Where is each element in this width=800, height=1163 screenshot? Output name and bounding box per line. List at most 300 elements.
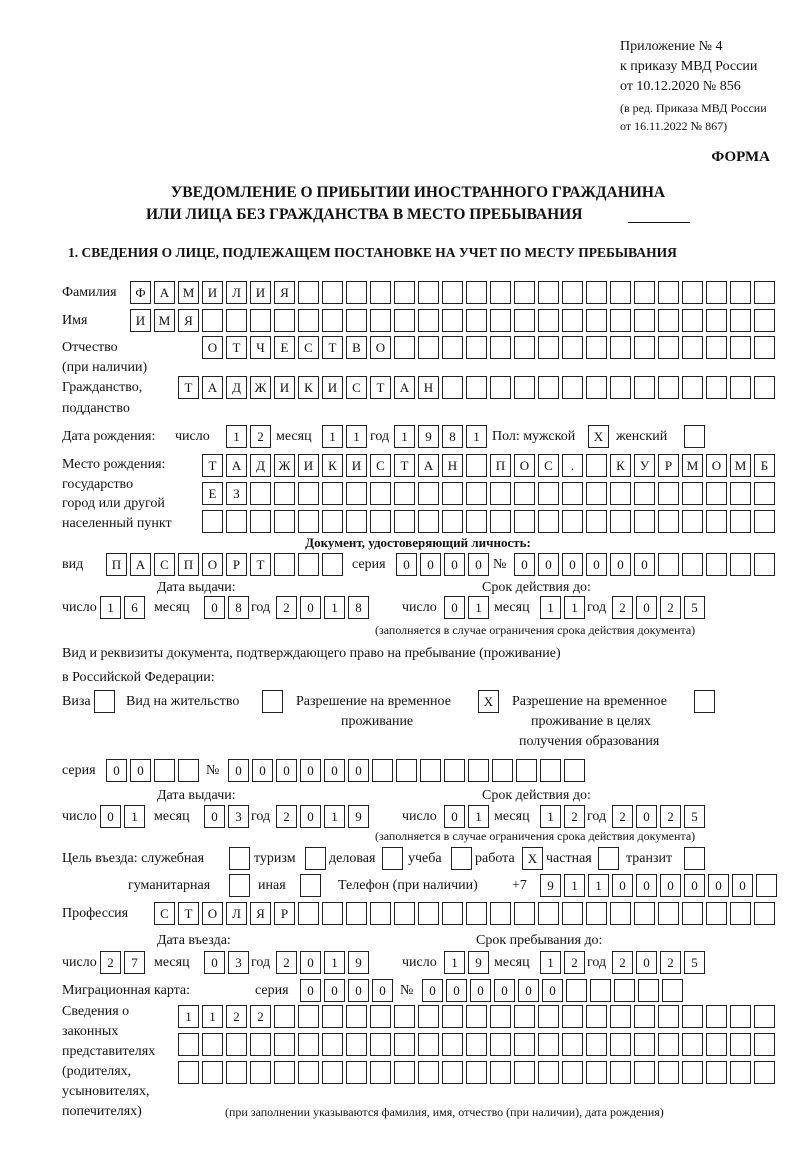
char-cell[interactable]: А — [202, 376, 223, 399]
char-cell[interactable]: 2 — [250, 425, 271, 448]
char-cell[interactable] — [394, 482, 415, 505]
char-cell[interactable] — [202, 309, 223, 332]
char-cell[interactable]: О — [202, 902, 223, 925]
char-cell[interactable]: 1 — [444, 951, 465, 974]
char-cell[interactable]: 0 — [300, 596, 321, 619]
char-cell[interactable]: У — [634, 454, 655, 477]
char-cell[interactable]: М — [178, 281, 199, 304]
char-cell[interactable]: О — [514, 454, 535, 477]
char-cell[interactable]: Б — [754, 454, 775, 477]
char-cell[interactable] — [684, 425, 705, 448]
char-cell[interactable] — [298, 1061, 319, 1084]
char-cell[interactable] — [706, 510, 727, 533]
char-cell[interactable] — [226, 1061, 247, 1084]
char-cell[interactable] — [538, 1033, 559, 1056]
char-cell[interactable] — [322, 482, 343, 505]
char-cell[interactable] — [658, 309, 679, 332]
char-cell[interactable] — [178, 759, 199, 782]
char-cell[interactable]: 0 — [518, 979, 539, 1002]
char-cell[interactable]: Р — [274, 902, 295, 925]
char-cell[interactable] — [614, 979, 635, 1002]
char-cell[interactable] — [274, 1005, 295, 1028]
char-cell[interactable] — [586, 281, 607, 304]
char-cell[interactable] — [538, 510, 559, 533]
char-cell[interactable] — [466, 376, 487, 399]
char-cell[interactable]: 2 — [660, 951, 681, 974]
char-cell[interactable] — [322, 510, 343, 533]
char-cell[interactable]: 5 — [684, 951, 705, 974]
char-cell[interactable] — [466, 309, 487, 332]
char-cell[interactable] — [730, 376, 751, 399]
char-cell[interactable] — [154, 759, 175, 782]
char-cell[interactable]: Ф — [130, 281, 151, 304]
char-cell[interactable]: С — [538, 454, 559, 477]
char-cell[interactable] — [730, 1005, 751, 1028]
char-cell[interactable] — [322, 553, 343, 576]
char-cell[interactable]: 0 — [468, 553, 489, 576]
char-cell[interactable]: Я — [250, 902, 271, 925]
char-cell[interactable] — [562, 1061, 583, 1084]
char-cell[interactable]: 1 — [564, 874, 585, 897]
char-cell[interactable]: 0 — [444, 805, 465, 828]
char-cell[interactable] — [754, 309, 775, 332]
char-cell[interactable] — [598, 847, 619, 870]
char-cell[interactable]: 1 — [124, 805, 145, 828]
char-cell[interactable]: 0 — [446, 979, 467, 1002]
char-cell[interactable] — [610, 376, 631, 399]
char-cell[interactable] — [706, 553, 727, 576]
char-cell[interactable] — [370, 1061, 391, 1084]
char-cell[interactable] — [730, 309, 751, 332]
char-cell[interactable] — [586, 454, 607, 477]
char-cell[interactable] — [346, 1033, 367, 1056]
char-cell[interactable]: 1 — [540, 805, 561, 828]
char-cell[interactable]: Я — [274, 281, 295, 304]
char-cell[interactable]: 2 — [660, 805, 681, 828]
char-cell[interactable] — [250, 1061, 271, 1084]
char-cell[interactable] — [394, 1061, 415, 1084]
char-cell[interactable] — [610, 902, 631, 925]
char-cell[interactable] — [514, 902, 535, 925]
char-cell[interactable]: С — [370, 454, 391, 477]
char-cell[interactable] — [682, 1061, 703, 1084]
char-cell[interactable]: И — [130, 309, 151, 332]
char-cell[interactable] — [610, 510, 631, 533]
char-cell[interactable] — [754, 482, 775, 505]
char-cell[interactable]: 0 — [324, 759, 345, 782]
char-cell[interactable] — [229, 874, 250, 897]
char-cell[interactable] — [682, 553, 703, 576]
char-cell[interactable] — [566, 979, 587, 1002]
char-cell[interactable] — [610, 1033, 631, 1056]
char-cell[interactable] — [444, 759, 465, 782]
char-cell[interactable]: 0 — [444, 553, 465, 576]
char-cell[interactable]: Л — [226, 902, 247, 925]
char-cell[interactable] — [442, 1061, 463, 1084]
char-cell[interactable] — [442, 309, 463, 332]
char-cell[interactable]: 6 — [124, 596, 145, 619]
char-cell[interactable] — [658, 510, 679, 533]
char-cell[interactable]: Д — [226, 376, 247, 399]
char-cell[interactable] — [658, 1005, 679, 1028]
char-cell[interactable] — [442, 510, 463, 533]
char-cell[interactable] — [442, 902, 463, 925]
char-cell[interactable] — [706, 1005, 727, 1028]
char-cell[interactable]: А — [394, 376, 415, 399]
char-cell[interactable] — [634, 510, 655, 533]
char-cell[interactable] — [682, 336, 703, 359]
char-cell[interactable] — [418, 510, 439, 533]
char-cell[interactable] — [202, 1033, 223, 1056]
char-cell[interactable]: 0 — [538, 553, 559, 576]
char-cell[interactable] — [370, 1033, 391, 1056]
char-cell[interactable]: К — [610, 454, 631, 477]
char-cell[interactable]: 0 — [300, 951, 321, 974]
char-cell[interactable] — [274, 309, 295, 332]
char-cell[interactable]: А — [130, 553, 151, 576]
char-cell[interactable] — [442, 1033, 463, 1056]
char-cell[interactable]: Р — [658, 454, 679, 477]
char-cell[interactable]: 7 — [124, 951, 145, 974]
char-cell[interactable] — [442, 281, 463, 304]
char-cell[interactable] — [538, 902, 559, 925]
char-cell[interactable]: 0 — [204, 805, 225, 828]
char-cell[interactable]: 1 — [540, 596, 561, 619]
char-cell[interactable] — [394, 281, 415, 304]
char-cell[interactable] — [418, 482, 439, 505]
char-cell[interactable] — [418, 1061, 439, 1084]
char-cell[interactable]: О — [202, 336, 223, 359]
char-cell[interactable] — [694, 690, 715, 713]
char-cell[interactable] — [538, 482, 559, 505]
char-cell[interactable] — [538, 309, 559, 332]
char-cell[interactable]: 2 — [100, 951, 121, 974]
char-cell[interactable] — [682, 1033, 703, 1056]
char-cell[interactable] — [202, 510, 223, 533]
char-cell[interactable] — [706, 1033, 727, 1056]
char-cell[interactable] — [658, 553, 679, 576]
char-cell[interactable]: X — [588, 425, 609, 448]
char-cell[interactable]: 9 — [468, 951, 489, 974]
char-cell[interactable]: Р — [226, 553, 247, 576]
char-cell[interactable]: 0 — [100, 805, 121, 828]
char-cell[interactable] — [754, 281, 775, 304]
char-cell[interactable] — [466, 336, 487, 359]
char-cell[interactable]: 0 — [300, 805, 321, 828]
char-cell[interactable]: 1 — [468, 596, 489, 619]
char-cell[interactable]: 1 — [324, 805, 345, 828]
char-cell[interactable] — [538, 281, 559, 304]
char-cell[interactable] — [658, 1033, 679, 1056]
char-cell[interactable]: 1 — [346, 425, 367, 448]
char-cell[interactable] — [564, 759, 585, 782]
char-cell[interactable]: 0 — [348, 979, 369, 1002]
char-cell[interactable] — [754, 1061, 775, 1084]
char-cell[interactable]: О — [370, 336, 391, 359]
char-cell[interactable] — [586, 309, 607, 332]
char-cell[interactable] — [662, 979, 683, 1002]
char-cell[interactable]: С — [346, 376, 367, 399]
char-cell[interactable]: 0 — [324, 979, 345, 1002]
char-cell[interactable] — [754, 510, 775, 533]
char-cell[interactable] — [514, 281, 535, 304]
char-cell[interactable] — [682, 309, 703, 332]
char-cell[interactable]: А — [418, 454, 439, 477]
char-cell[interactable] — [250, 482, 271, 505]
char-cell[interactable]: 1 — [564, 596, 585, 619]
char-cell[interactable] — [754, 1005, 775, 1028]
char-cell[interactable] — [586, 1061, 607, 1084]
char-cell[interactable]: 0 — [636, 805, 657, 828]
char-cell[interactable]: 0 — [204, 951, 225, 974]
char-cell[interactable] — [418, 309, 439, 332]
char-cell[interactable]: В — [346, 336, 367, 359]
char-cell[interactable] — [634, 376, 655, 399]
char-cell[interactable]: 0 — [514, 553, 535, 576]
char-cell[interactable]: 0 — [470, 979, 491, 1002]
char-cell[interactable]: 1 — [466, 425, 487, 448]
char-cell[interactable] — [442, 376, 463, 399]
char-cell[interactable] — [418, 902, 439, 925]
char-cell[interactable]: 0 — [612, 874, 633, 897]
char-cell[interactable] — [730, 1061, 751, 1084]
char-cell[interactable] — [262, 690, 283, 713]
char-cell[interactable] — [226, 510, 247, 533]
char-cell[interactable] — [451, 847, 472, 870]
char-cell[interactable] — [634, 902, 655, 925]
char-cell[interactable] — [586, 1033, 607, 1056]
char-cell[interactable] — [322, 902, 343, 925]
char-cell[interactable] — [394, 1005, 415, 1028]
char-cell[interactable] — [490, 510, 511, 533]
char-cell[interactable]: 1 — [588, 874, 609, 897]
char-cell[interactable] — [490, 1033, 511, 1056]
char-cell[interactable] — [658, 482, 679, 505]
char-cell[interactable] — [466, 902, 487, 925]
char-cell[interactable] — [706, 902, 727, 925]
char-cell[interactable]: 1 — [202, 1005, 223, 1028]
char-cell[interactable]: 0 — [684, 874, 705, 897]
char-cell[interactable]: Т — [178, 376, 199, 399]
char-cell[interactable] — [396, 759, 417, 782]
char-cell[interactable] — [706, 482, 727, 505]
char-cell[interactable] — [298, 510, 319, 533]
char-cell[interactable]: А — [154, 281, 175, 304]
char-cell[interactable] — [634, 1061, 655, 1084]
char-cell[interactable] — [634, 1005, 655, 1028]
char-cell[interactable]: И — [346, 454, 367, 477]
char-cell[interactable] — [322, 1005, 343, 1028]
char-cell[interactable] — [346, 281, 367, 304]
char-cell[interactable] — [274, 1033, 295, 1056]
char-cell[interactable]: И — [322, 376, 343, 399]
char-cell[interactable]: Я — [178, 309, 199, 332]
char-cell[interactable]: 0 — [228, 759, 249, 782]
char-cell[interactable] — [466, 1033, 487, 1056]
char-cell[interactable] — [634, 309, 655, 332]
char-cell[interactable] — [586, 482, 607, 505]
char-cell[interactable] — [638, 979, 659, 1002]
char-cell[interactable]: 0 — [420, 553, 441, 576]
char-cell[interactable]: З — [226, 482, 247, 505]
char-cell[interactable]: Ж — [274, 454, 295, 477]
char-cell[interactable] — [322, 1061, 343, 1084]
char-cell[interactable] — [538, 336, 559, 359]
char-cell[interactable]: 3 — [228, 805, 249, 828]
char-cell[interactable]: М — [154, 309, 175, 332]
char-cell[interactable] — [394, 510, 415, 533]
char-cell[interactable] — [562, 376, 583, 399]
char-cell[interactable]: 0 — [300, 759, 321, 782]
char-cell[interactable] — [682, 482, 703, 505]
char-cell[interactable] — [394, 309, 415, 332]
char-cell[interactable] — [490, 336, 511, 359]
char-cell[interactable] — [562, 336, 583, 359]
char-cell[interactable] — [442, 1005, 463, 1028]
char-cell[interactable] — [682, 281, 703, 304]
char-cell[interactable]: 9 — [348, 951, 369, 974]
char-cell[interactable]: 0 — [422, 979, 443, 1002]
char-cell[interactable] — [730, 902, 751, 925]
char-cell[interactable] — [516, 759, 537, 782]
char-cell[interactable] — [490, 1005, 511, 1028]
char-cell[interactable]: Т — [322, 336, 343, 359]
char-cell[interactable] — [658, 376, 679, 399]
char-cell[interactable] — [538, 376, 559, 399]
char-cell[interactable] — [658, 281, 679, 304]
char-cell[interactable]: 0 — [636, 874, 657, 897]
char-cell[interactable] — [514, 336, 535, 359]
char-cell[interactable] — [756, 874, 777, 897]
char-cell[interactable]: Е — [202, 482, 223, 505]
char-cell[interactable] — [562, 510, 583, 533]
char-cell[interactable] — [298, 902, 319, 925]
char-cell[interactable]: 0 — [106, 759, 127, 782]
char-cell[interactable] — [346, 482, 367, 505]
char-cell[interactable]: П — [178, 553, 199, 576]
char-cell[interactable] — [730, 510, 751, 533]
char-cell[interactable] — [322, 1033, 343, 1056]
char-cell[interactable] — [562, 1005, 583, 1028]
char-cell[interactable]: 2 — [612, 951, 633, 974]
char-cell[interactable]: 0 — [610, 553, 631, 576]
char-cell[interactable]: П — [106, 553, 127, 576]
char-cell[interactable]: . — [562, 454, 583, 477]
char-cell[interactable]: 9 — [348, 805, 369, 828]
char-cell[interactable] — [94, 690, 115, 713]
char-cell[interactable]: 9 — [418, 425, 439, 448]
char-cell[interactable] — [754, 553, 775, 576]
char-cell[interactable] — [514, 376, 535, 399]
char-cell[interactable] — [466, 1005, 487, 1028]
char-cell[interactable]: Т — [394, 454, 415, 477]
char-cell[interactable] — [610, 482, 631, 505]
char-cell[interactable]: 0 — [636, 951, 657, 974]
char-cell[interactable]: И — [298, 454, 319, 477]
char-cell[interactable] — [394, 902, 415, 925]
char-cell[interactable] — [370, 1005, 391, 1028]
char-cell[interactable]: 0 — [130, 759, 151, 782]
char-cell[interactable]: Т — [370, 376, 391, 399]
char-cell[interactable]: 1 — [324, 596, 345, 619]
char-cell[interactable] — [300, 874, 321, 897]
char-cell[interactable]: 1 — [226, 425, 247, 448]
char-cell[interactable]: М — [730, 454, 751, 477]
char-cell[interactable] — [178, 1061, 199, 1084]
char-cell[interactable] — [394, 336, 415, 359]
char-cell[interactable]: 1 — [100, 596, 121, 619]
char-cell[interactable]: 0 — [562, 553, 583, 576]
char-cell[interactable] — [394, 1033, 415, 1056]
char-cell[interactable]: С — [298, 336, 319, 359]
char-cell[interactable] — [466, 482, 487, 505]
char-cell[interactable] — [250, 510, 271, 533]
char-cell[interactable]: О — [706, 454, 727, 477]
char-cell[interactable] — [684, 847, 705, 870]
char-cell[interactable] — [514, 482, 535, 505]
char-cell[interactable] — [274, 482, 295, 505]
char-cell[interactable]: 0 — [396, 553, 417, 576]
char-cell[interactable]: К — [298, 376, 319, 399]
char-cell[interactable] — [754, 902, 775, 925]
char-cell[interactable] — [346, 510, 367, 533]
char-cell[interactable] — [346, 1005, 367, 1028]
char-cell[interactable] — [514, 1061, 535, 1084]
char-cell[interactable]: 0 — [300, 979, 321, 1002]
char-cell[interactable] — [418, 336, 439, 359]
char-cell[interactable] — [586, 902, 607, 925]
char-cell[interactable]: 2 — [660, 596, 681, 619]
char-cell[interactable]: 8 — [442, 425, 463, 448]
char-cell[interactable] — [682, 1005, 703, 1028]
char-cell[interactable]: Н — [418, 376, 439, 399]
char-cell[interactable]: 2 — [564, 805, 585, 828]
char-cell[interactable] — [370, 309, 391, 332]
char-cell[interactable] — [514, 510, 535, 533]
char-cell[interactable]: 1 — [324, 951, 345, 974]
char-cell[interactable] — [658, 336, 679, 359]
char-cell[interactable] — [370, 482, 391, 505]
char-cell[interactable] — [562, 281, 583, 304]
char-cell[interactable] — [442, 336, 463, 359]
char-cell[interactable] — [346, 309, 367, 332]
char-cell[interactable] — [562, 902, 583, 925]
char-cell[interactable] — [706, 1061, 727, 1084]
char-cell[interactable] — [466, 454, 487, 477]
char-cell[interactable]: 0 — [542, 979, 563, 1002]
char-cell[interactable]: 2 — [276, 596, 297, 619]
char-cell[interactable] — [346, 902, 367, 925]
char-cell[interactable]: X — [522, 847, 543, 870]
char-cell[interactable] — [562, 309, 583, 332]
char-cell[interactable] — [372, 759, 393, 782]
char-cell[interactable]: С — [154, 553, 175, 576]
char-cell[interactable] — [202, 1061, 223, 1084]
char-cell[interactable] — [730, 482, 751, 505]
char-cell[interactable]: И — [274, 376, 295, 399]
char-cell[interactable] — [538, 1005, 559, 1028]
char-cell[interactable]: 8 — [228, 596, 249, 619]
char-cell[interactable] — [229, 847, 250, 870]
char-cell[interactable]: 0 — [586, 553, 607, 576]
char-cell[interactable] — [370, 510, 391, 533]
char-cell[interactable] — [298, 1005, 319, 1028]
char-cell[interactable]: Т — [226, 336, 247, 359]
char-cell[interactable] — [418, 281, 439, 304]
char-cell[interactable] — [706, 309, 727, 332]
char-cell[interactable] — [420, 759, 441, 782]
char-cell[interactable]: 0 — [348, 759, 369, 782]
